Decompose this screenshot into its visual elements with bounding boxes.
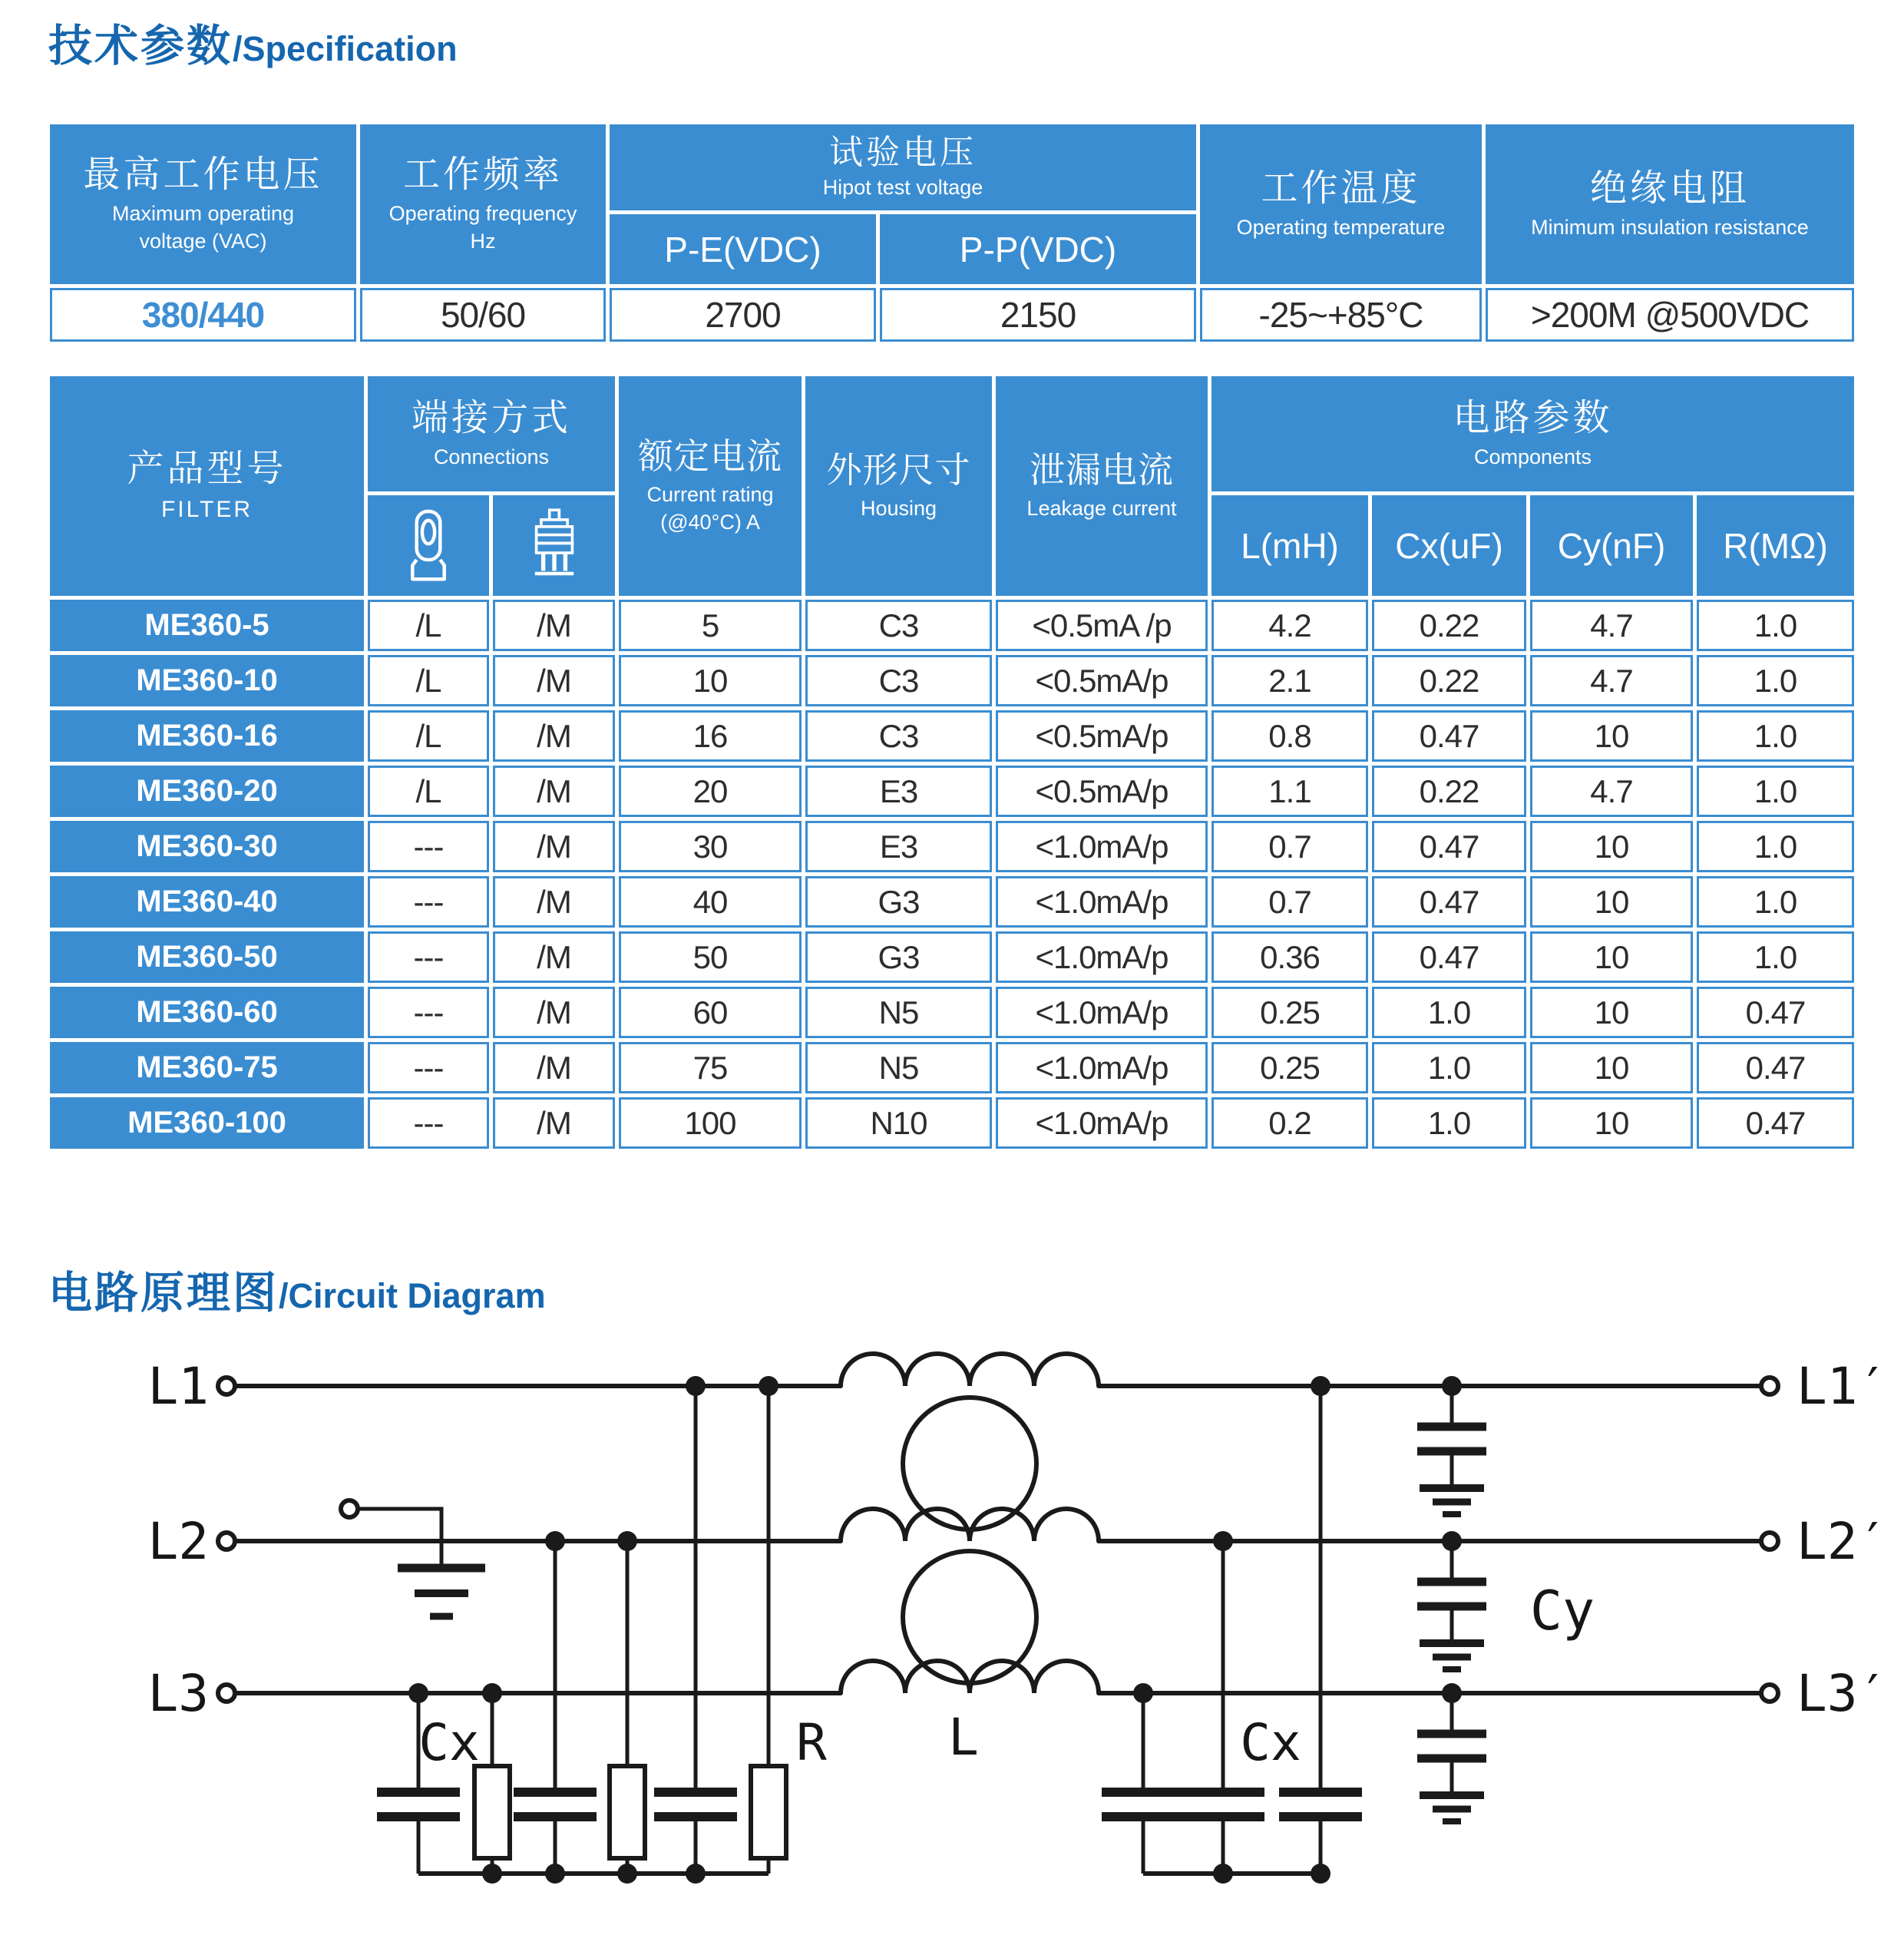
table-row xyxy=(50,876,1854,928)
current-cell: 50 xyxy=(619,931,802,983)
circuit-diagram xyxy=(0,1244,1904,1935)
connection2-cell: /M xyxy=(493,600,615,651)
table-row xyxy=(50,987,1854,1038)
spec-frequency-value: 50/60 xyxy=(360,288,606,342)
connection2-cell: /M xyxy=(493,987,615,1038)
cx-capacitor-bank-right xyxy=(1102,1386,1362,1884)
inductor-coil-l1 xyxy=(841,1354,1099,1386)
leakage-cell: <1.0mA/p xyxy=(996,931,1208,983)
cy-cell: 4.7 xyxy=(1530,600,1693,651)
spec-table-values xyxy=(50,288,1854,342)
model-cell: ME360-5 xyxy=(50,600,364,651)
table-row xyxy=(50,1042,1854,1093)
housing-cell: N5 xyxy=(805,987,992,1038)
connection2-cell: /M xyxy=(493,1097,615,1149)
cy-cell: 10 xyxy=(1530,1097,1693,1149)
ground-icon xyxy=(398,1568,485,1616)
header-hipot: 试验电压 Hipot test voltage xyxy=(610,124,1196,210)
label-r: R xyxy=(796,1713,827,1772)
connection2-cell: /M xyxy=(493,876,615,928)
cy-cell: 10 xyxy=(1530,710,1693,762)
l-cell: 0.7 xyxy=(1211,821,1368,872)
current-cell: 60 xyxy=(619,987,802,1038)
l-cell: 0.36 xyxy=(1211,931,1368,983)
spec-section-title xyxy=(48,11,458,74)
ground-icon xyxy=(1420,1643,1484,1669)
circuit-title-zh: 电路原理图 xyxy=(48,1268,279,1318)
header-leakage: 泄漏电流 Leakage current xyxy=(996,376,1208,596)
header-r-mohm: R(MΩ) xyxy=(1697,495,1854,596)
ground-terminal xyxy=(341,1500,485,1616)
cy-cell: 10 xyxy=(1530,987,1693,1038)
product-table-body xyxy=(50,600,1854,1149)
spec-pe-value: 2700 xyxy=(610,288,876,342)
connection1-cell: --- xyxy=(368,1042,489,1093)
table-row xyxy=(50,1097,1854,1149)
current-cell: 30 xyxy=(619,821,802,872)
leakage-cell: <1.0mA/p xyxy=(996,1097,1208,1149)
table-row xyxy=(50,655,1854,706)
r-cell: 0.47 xyxy=(1697,1042,1854,1093)
model-cell: ME360-30 xyxy=(50,821,364,872)
product-table-header xyxy=(50,376,1854,596)
model-cell: ME360-60 xyxy=(50,987,364,1038)
header-pp-vdc: P-P(VDC) xyxy=(880,214,1196,284)
cx-cell: 0.22 xyxy=(1372,766,1526,817)
r-cell: 1.0 xyxy=(1697,600,1854,651)
connection2-cell: /M xyxy=(493,1042,615,1093)
current-cell: 5 xyxy=(619,600,802,651)
cx-cell: 0.47 xyxy=(1372,931,1526,983)
l-cell: 1.1 xyxy=(1211,766,1368,817)
connection1-cell: --- xyxy=(368,821,489,872)
header-components: 电路参数 Components xyxy=(1211,376,1854,491)
header-model: 产品型号 FILTER xyxy=(50,376,364,596)
model-cell: ME360-20 xyxy=(50,766,364,817)
connection2-cell: /M xyxy=(493,821,615,872)
current-cell: 16 xyxy=(619,710,802,762)
header-cy-nf: Cy(nF) xyxy=(1530,495,1693,596)
label-l3-out: L3′ xyxy=(1797,1664,1889,1723)
connection1-cell: --- xyxy=(368,931,489,983)
spec-title-en: /Specification xyxy=(233,29,458,68)
cx-cell: 1.0 xyxy=(1372,1097,1526,1149)
connection-type-cell-2 xyxy=(493,495,615,596)
label-l2-out: L2′ xyxy=(1797,1512,1889,1571)
current-cell: 100 xyxy=(619,1097,802,1149)
resistor-r1 xyxy=(474,1766,510,1858)
table-row xyxy=(50,766,1854,817)
leakage-cell: <0.5mA/p xyxy=(996,710,1208,762)
spec-pp-value: 2150 xyxy=(880,288,1196,342)
table-row xyxy=(50,600,1854,651)
l-cell: 0.25 xyxy=(1211,987,1368,1038)
model-cell: ME360-10 xyxy=(50,655,364,706)
leakage-cell: <1.0mA/p xyxy=(996,987,1208,1038)
connection2-cell: /M xyxy=(493,710,615,762)
housing-cell: C3 xyxy=(805,600,992,651)
leakage-cell: <1.0mA/p xyxy=(996,821,1208,872)
phase-l3-rail xyxy=(218,1661,1778,1703)
cx-cell: 0.22 xyxy=(1372,655,1526,706)
cy-cell: 10 xyxy=(1530,1042,1693,1093)
header-max-voltage: 最高工作电压 Maximum operating voltage (VAC) xyxy=(50,124,356,284)
resistor-r3 xyxy=(751,1766,786,1858)
phase-l1-rail xyxy=(218,1354,1778,1396)
cx-cell: 0.47 xyxy=(1372,821,1526,872)
cx-capacitor-bank-left xyxy=(377,1386,786,1884)
connection-type-cell-1 xyxy=(368,495,489,596)
inductor-coil-l2 xyxy=(841,1509,1099,1541)
cy-cell: 4.7 xyxy=(1530,766,1693,817)
housing-cell: E3 xyxy=(805,821,992,872)
spec-title-zh: 技术参数 xyxy=(48,22,233,71)
r-cell: 1.0 xyxy=(1697,655,1854,706)
l-cell: 4.2 xyxy=(1211,600,1368,651)
leakage-cell: <1.0mA/p xyxy=(996,876,1208,928)
r-cell: 1.0 xyxy=(1697,766,1854,817)
label-l2-in: L2 xyxy=(147,1512,209,1571)
cy-capacitors xyxy=(1417,1386,1486,1821)
circuit-title-en: /Circuit Diagram xyxy=(279,1276,546,1315)
current-cell: 40 xyxy=(619,876,802,928)
connection2-cell: /M xyxy=(493,766,615,817)
header-cx-uf: Cx(uF) xyxy=(1372,495,1526,596)
product-table xyxy=(50,376,1854,1149)
housing-cell: C3 xyxy=(805,655,992,706)
current-cell: 20 xyxy=(619,766,802,817)
l-cell: 0.7 xyxy=(1211,876,1368,928)
connection1-cell: /L xyxy=(368,710,489,762)
header-pe-vdc: P-E(VDC) xyxy=(610,214,876,284)
label-cy: Cy xyxy=(1529,1579,1595,1642)
phase-l2-rail xyxy=(218,1509,1778,1551)
spec-table xyxy=(50,124,1854,342)
label-l3-in: L3 xyxy=(147,1664,209,1723)
table-row xyxy=(50,821,1854,872)
leakage-cell: <0.5mA/p xyxy=(996,655,1208,706)
cx-cell: 1.0 xyxy=(1372,987,1526,1038)
label-cx-right: Cx xyxy=(1240,1713,1301,1772)
housing-cell: N10 xyxy=(805,1097,992,1149)
connection1-cell: /L xyxy=(368,655,489,706)
spec-temperature-value: -25~+85°C xyxy=(1200,288,1482,342)
connection1-cell: --- xyxy=(368,1097,489,1149)
r-cell: 1.0 xyxy=(1697,931,1854,983)
l-cell: 2.1 xyxy=(1211,655,1368,706)
cy-cell: 4.7 xyxy=(1530,655,1693,706)
leakage-cell: <0.5mA /p xyxy=(996,600,1208,651)
cy-cell: 10 xyxy=(1530,931,1693,983)
cy-cell: 10 xyxy=(1530,876,1693,928)
housing-cell: G3 xyxy=(805,876,992,928)
connection1-cell: --- xyxy=(368,876,489,928)
r-cell: 1.0 xyxy=(1697,821,1854,872)
model-cell: ME360-16 xyxy=(50,710,364,762)
housing-cell: G3 xyxy=(805,931,992,983)
table-row xyxy=(50,931,1854,983)
housing-cell: C3 xyxy=(805,710,992,762)
terminal-block-icon xyxy=(527,506,582,586)
header-housing: 外形尺寸 Housing xyxy=(805,376,992,596)
connection1-cell: /L xyxy=(368,766,489,817)
r-cell: 1.0 xyxy=(1697,876,1854,928)
r-cell: 0.47 xyxy=(1697,987,1854,1038)
connection1-cell: /L xyxy=(368,600,489,651)
spec-table-header xyxy=(50,124,1854,284)
current-cell: 75 xyxy=(619,1042,802,1093)
model-cell: ME360-40 xyxy=(50,876,364,928)
model-cell: ME360-50 xyxy=(50,931,364,983)
spec-resistance-value: >200M @500VDC xyxy=(1486,288,1854,342)
label-l: L xyxy=(948,1708,979,1767)
l-cell: 0.2 xyxy=(1211,1097,1368,1149)
table-row xyxy=(50,710,1854,762)
connection1-cell: --- xyxy=(368,987,489,1038)
spec-voltage-value: 380/440 xyxy=(50,288,356,342)
cx-cell: 0.47 xyxy=(1372,876,1526,928)
model-cell: ME360-75 xyxy=(50,1042,364,1093)
connection2-cell: /M xyxy=(493,931,615,983)
label-l1-in: L1 xyxy=(147,1357,209,1416)
header-frequency: 工作频率 Operating frequency Hz xyxy=(360,124,606,284)
header-connections: 端接方式 Connections xyxy=(368,376,615,491)
leakage-cell: <0.5mA/p xyxy=(996,766,1208,817)
header-l-mh: L(mH) xyxy=(1211,495,1368,596)
label-l1-out: L1′ xyxy=(1797,1357,1889,1416)
connection2-cell: /M xyxy=(493,655,615,706)
ground-icon xyxy=(1420,1795,1484,1821)
housing-cell: E3 xyxy=(805,766,992,817)
model-cell: ME360-100 xyxy=(50,1097,364,1149)
leakage-cell: <1.0mA/p xyxy=(996,1042,1208,1093)
label-cx-left: Cx xyxy=(418,1713,480,1772)
r-cell: 0.47 xyxy=(1697,1097,1854,1149)
housing-cell: N5 xyxy=(805,1042,992,1093)
inductor-coil-l3 xyxy=(841,1661,1099,1693)
header-insulation: 绝缘电阻 Minimum insulation resistance xyxy=(1486,124,1854,284)
cy-cell: 10 xyxy=(1530,821,1693,872)
current-cell: 10 xyxy=(619,655,802,706)
header-temperature: 工作温度 Operating temperature xyxy=(1200,124,1482,284)
ground-icon xyxy=(1420,1488,1484,1514)
r-cell: 1.0 xyxy=(1697,710,1854,762)
resistor-r2 xyxy=(610,1766,645,1858)
cx-cell: 1.0 xyxy=(1372,1042,1526,1093)
l-cell: 0.25 xyxy=(1211,1042,1368,1093)
cx-cell: 0.22 xyxy=(1372,600,1526,651)
header-current-rating: 额定电流 Current rating (@40°C) A xyxy=(619,376,802,596)
l-cell: 0.8 xyxy=(1211,710,1368,762)
lug-terminal-icon xyxy=(401,506,456,586)
cx-cell: 0.47 xyxy=(1372,710,1526,762)
